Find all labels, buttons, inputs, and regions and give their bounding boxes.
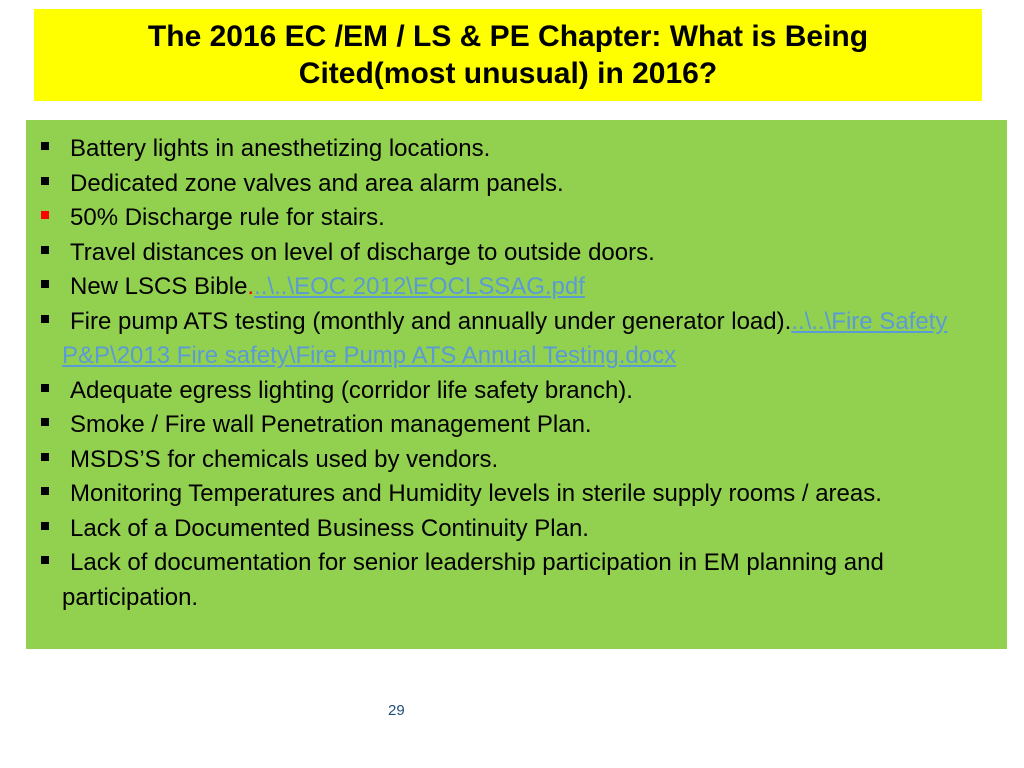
- title-banner: [34, 9, 982, 101]
- item-label: Fire pump ATS testing (monthly and annually under generator load).: [70, 307, 792, 335]
- bullet-list: [34, 132, 994, 615]
- item-text: Battery lights in anesthetizing locations.: [70, 135, 491, 162]
- item-text: MSDS’S for chemicals used by vendors.: [70, 445, 499, 473]
- list-item: [34, 201, 994, 236]
- square-bullet-icon: [41, 556, 49, 564]
- square-bullet-icon: [41, 522, 49, 530]
- list-item: [34, 132, 994, 167]
- list-item: [34, 236, 994, 271]
- list-item: [34, 167, 994, 202]
- fire-pump-ats-doc-link[interactable]: ..\..\Fire Safety P&P\2013 Fire safety\Fire Pump ATS Annual Testing.docx: [62, 307, 948, 369]
- content-panel: [26, 120, 1007, 649]
- item-text: Lack of a Documented Business Continuity Plan.: [70, 514, 589, 542]
- item-text: Monitoring Temperatures and Humidity levels in sterile supply rooms / areas.: [70, 480, 882, 507]
- square-bullet-icon: [41, 453, 49, 461]
- square-bullet-icon: [41, 384, 49, 392]
- item-text: Dedicated zone valves and area alarm panels.: [70, 169, 564, 197]
- square-bullet-icon: [41, 315, 49, 323]
- list-item: [34, 512, 994, 547]
- square-bullet-icon: [41, 211, 49, 219]
- square-bullet-icon: [41, 280, 49, 288]
- list-item: [34, 374, 994, 409]
- list-item: [34, 443, 994, 478]
- item-text: Lack of documentation for senior leadership participation in EM planning and participation.: [62, 549, 884, 611]
- item-text: 50% Discharge rule for stairs.: [70, 204, 385, 231]
- list-item: [34, 546, 994, 615]
- list-item: [34, 270, 994, 305]
- list-item: [34, 408, 994, 443]
- square-bullet-icon: [41, 246, 49, 254]
- slide-title: The 2016 EC /EM / LS & PE Chapter: What is Being Cited(most unusual) in 2016?: [147, 20, 869, 90]
- square-bullet-icon: [41, 142, 49, 150]
- square-bullet-icon: [41, 177, 49, 185]
- item-text: Smoke / Fire wall Penetration management Plan.: [70, 411, 592, 438]
- square-bullet-icon: [41, 418, 49, 426]
- item-label: New LSCS Bible: [70, 273, 248, 300]
- page-number: 29: [388, 702, 405, 719]
- item-text: [62, 308, 947, 370]
- list-item: [34, 305, 994, 374]
- item-text: Travel distances on level of discharge to outside doors.: [70, 238, 655, 266]
- red-period: .: [247, 273, 255, 300]
- list-item: [34, 477, 994, 512]
- item-text: Adequate egress lighting (corridor life safety branch).: [70, 376, 633, 404]
- square-bullet-icon: [41, 487, 49, 495]
- item-text: [70, 273, 585, 300]
- eoclssag-pdf-link[interactable]: ..\..\EOC 2012\EOCLSSAG.pdf: [254, 273, 585, 300]
